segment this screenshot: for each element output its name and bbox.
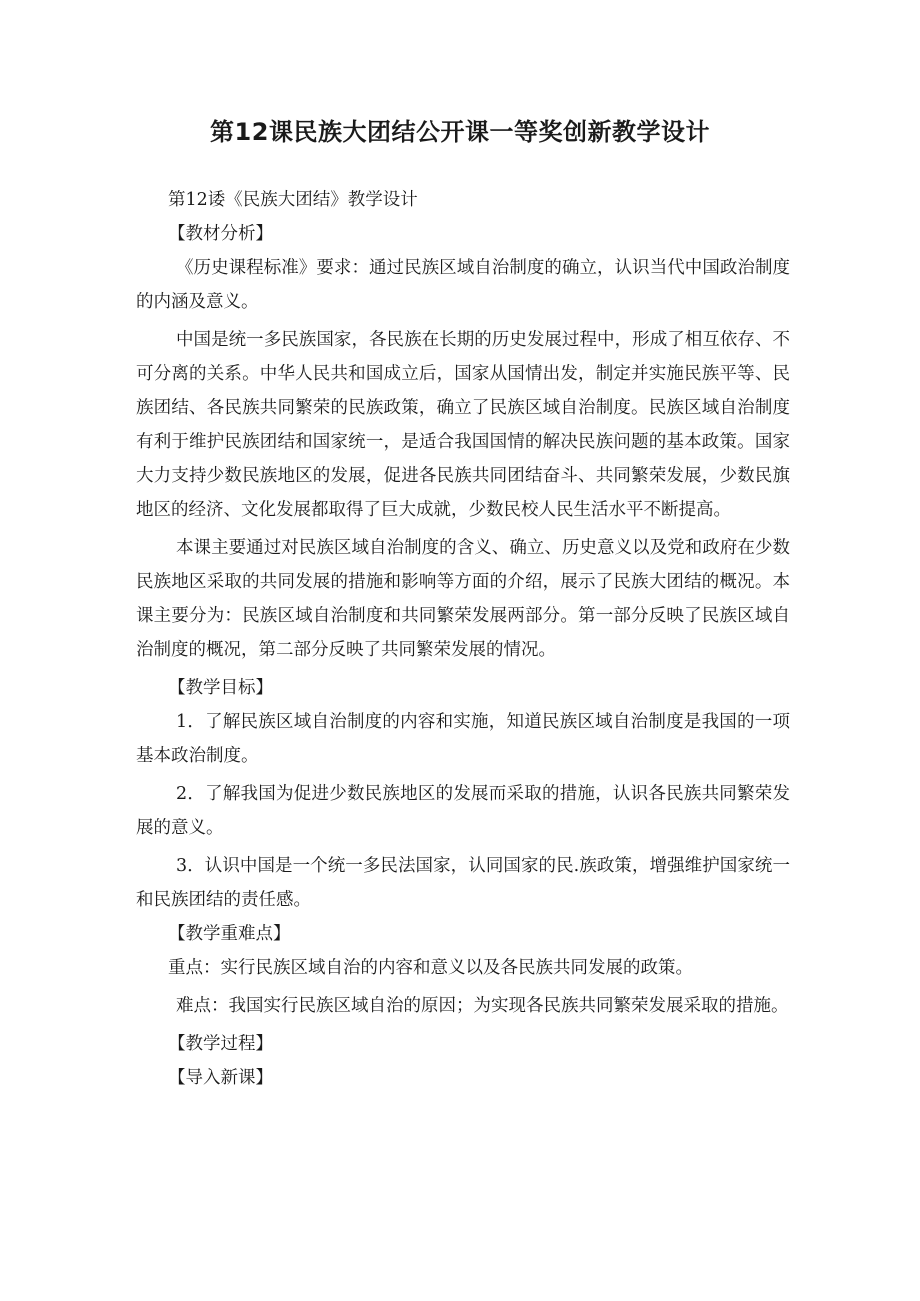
process-heading: 【教学过程】 <box>168 1034 273 1054</box>
analysis-heading: 【教材分析】 <box>168 224 273 244</box>
goals-heading: 【教学目标】 <box>168 678 273 698</box>
document-body <box>136 183 790 1095</box>
analysis-paragraph-1: 《历史课程标准》要求：通过民族区域自治制度的确立，认识当代中国政治制度的内涵及意义。 <box>136 258 790 312</box>
goal-item-2: 2．了解我国为促进少数民族地区的发展而采取的措施，认识各民族共同繁荣发展的意义。 <box>136 784 790 838</box>
document-title: 第12课民族大团结公开课一等奖创新教学设计 <box>210 118 710 146</box>
analysis-paragraph-3: 本课主要通过对民族区域自治制度的含义、确立、历史意义以及党和政府在少数民族地区采取的共同发展的措施和影响等方面的介绍，展示了民族大团结的概况。本课主要分为：民族区域自治制度和共同繁荣发展两部分。第一部分反映了民族区域自治制度的概况，第二部分反映了共同繁荣发展的情况。 <box>136 538 790 660</box>
key-point: 重点：实行民族区域自治的内容和意义以及各民族共同发展的政策。 <box>168 958 693 978</box>
goal-item-3: 3．认识中国是一个统一多民法国家，认同国家的民.族政策，增强维护国家统一和民族团结的责任感。 <box>136 856 790 910</box>
lesson-subtitle: 第12诿《民族大团结》教学设计 <box>168 190 418 210</box>
intro-heading: 【导入新课】 <box>168 1068 273 1088</box>
difficult-point: 难点：我国实行民族区域自治的原因；为实现各民族共同繁荣发展采取的措施。 <box>176 996 789 1016</box>
analysis-paragraph-2: 中国是统一多民族国家，各民族在长期的历史发展过程中，形成了相互依存、不可分离的关系。中华人民共和国成立后，国家从国情出发，制定并实施民族平等、民族团结、各民族共同繁荣的民族政策，确立了民族区域自治制度。民族区域自治制度有利于维护民族团结和国家统一，是适合我国国情的解决民族问题的基本政策。国家大力支持少数民族地区的发展，促进各民族共同团结奋斗、共同繁荣发展，少数民旗地区的经济、文化发展都取得了巨大成就，少数民校人民生活水平不断提高。 <box>136 330 790 520</box>
goal-item-1: 1．了解民族区域自治制度的内容和实施，知道民族区域自治制度是我国的一项基本政治制度。 <box>136 712 790 766</box>
key-difficult-heading: 【教学重难点】 <box>168 924 291 944</box>
